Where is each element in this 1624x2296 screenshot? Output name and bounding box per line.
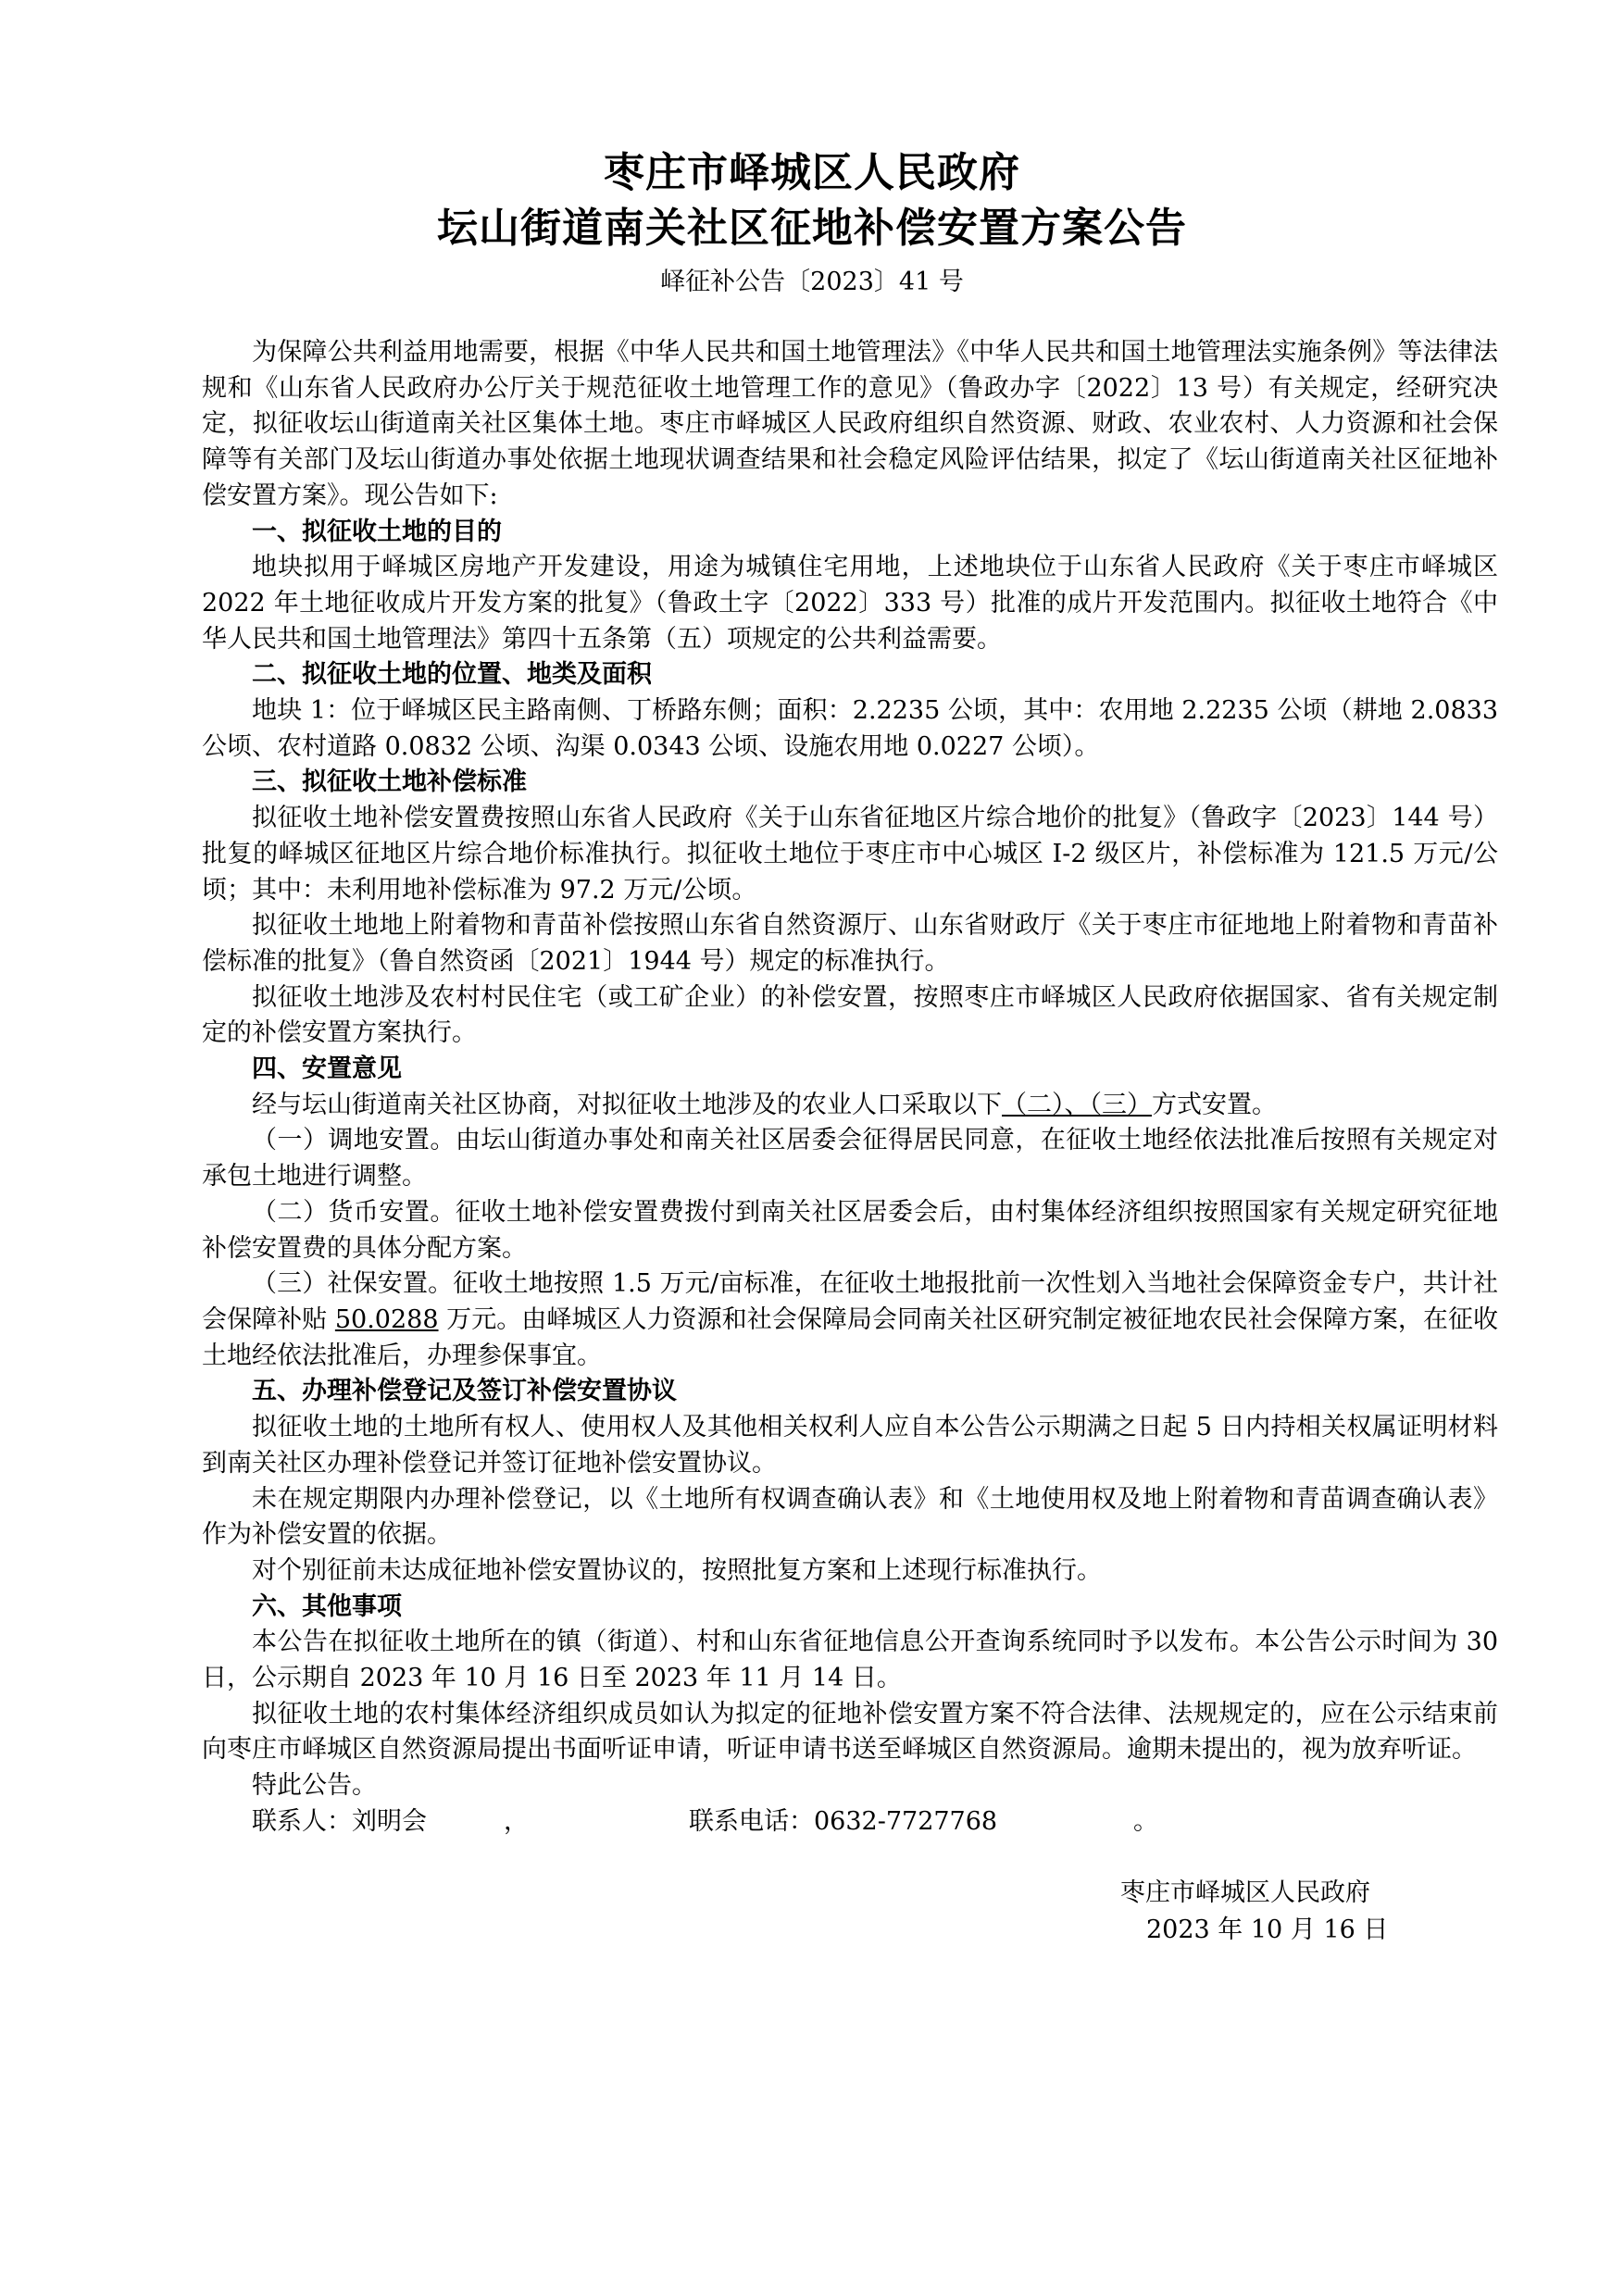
intro-paragraph: 为保障公共利益用地需要，根据《中华人民共和国土地管理法》《中华人民共和国土地管理法实施条例》等法律法规和《山东省人民政府办公厅关于规范征收土地管理工作的意见》（鲁政办字〔2022〕13 号）有关规定，经研究决定，拟征收坛山街道南关社区集体土地。枣庄市峄城区人民政府组织自然资源、财政、农业农村、人力资源和社会保障等有关部门及坛山街道办事处依据土地现状调查结果和社会稳定风险评估结果，拟定了《坛山街道南关社区征地补偿安置方案》。现公告如下: [202, 338, 1498, 510]
section-4-paragraph-2: （一）调地安置。由坛山街道办事处和南关社区居委会征得居民同意，在征收土地经依法批准后按照有关规定对承包土地进行调整。 [202, 1126, 1498, 1192]
section-heading-5: 五、办理补偿登记及签订补偿安置协议 [252, 1377, 677, 1406]
contact-end-mark: 。 [1133, 1806, 1158, 1836]
section-6-paragraph-2: 拟征收土地的农村集体经济组织成员如认为拟定的征地补偿安置方案不符合法律、法规规定的，应在公示结束前向枣庄市峄城区自然资源局提出书面听证申请，听证申请书送至峄城区自然资源局。逾期未提出的，视为放弃听证。 [202, 1699, 1498, 1765]
section-4-paragraph-4 [202, 1267, 1498, 1374]
contact-separator: ， [504, 1806, 529, 1836]
s4-p1-text-a: 经与坛山街道南关社区协商，对拟征收土地涉及的农业人口采取以下 [252, 1090, 1002, 1119]
s4-p4-text-b: 万元。由峄城区人力资源和社会保障局会同南关社区研究制定被征地农民社会保障方案，在征收土地经依法批准后，办理参保事宜。 [202, 1304, 1498, 1370]
section-5-paragraph-1: 拟征收土地的土地所有权人、使用权人及其他相关权利人应自本公告公示期满之日起 5 日内持相关权属证明材料到南关社区办理补偿登记并签订征地补偿安置协议。 [202, 1413, 1498, 1478]
section-5-paragraph-2: 未在规定期限内办理补偿登记，以《土地所有权调查确认表》和《土地使用权及地上附着物和青苗调查确认表》作为补偿安置的依据。 [202, 1484, 1498, 1550]
s4-p1-text-b: 方式安置。 [1152, 1090, 1277, 1119]
section-1-paragraph: 地块拟用于峄城区房地产开发建设，用途为城镇住宅用地，上述地块位于山东省人民政府《关于枣庄市峄城区 2022 年土地征收成片开发方案的批复》（鲁政土字〔2022〕333 号）批准的成片开发范围内。拟征收土地符合《中华人民共和国土地管理法》第四十五条第（五）项规定的公共利益需要。 [202, 553, 1498, 654]
signature-org: 枣庄市峄城区人民政府 [1120, 1878, 1370, 1907]
title-line-1: 枣庄市峄城区人民政府 [604, 149, 1020, 196]
section-heading-2: 二、拟征收土地的位置、地类及面积 [252, 660, 652, 690]
section-2-paragraph: 地块 1：位于峄城区民主路南侧、丁桥路东侧；面积：2.2235 公顷，其中：农用地 2.2235 公顷（耕地 2.0833 公顷、农村道路 0.0832 公顷、沟渠 0.0343 公顷、设施农用地 0.0227 公顷）。 [202, 696, 1498, 761]
section-3-paragraph-3: 拟征收土地涉及农村村民住宅（或工矿企业）的补偿安置，按照枣庄市峄城区人民政府依据国家、省有关规定制定的补偿安置方案执行。 [202, 982, 1498, 1048]
document-body [202, 335, 1498, 1841]
contact-person: 联系人：刘明会 [252, 1806, 427, 1836]
section-heading-3: 三、拟征收土地补偿标准 [252, 767, 527, 797]
section-heading-4: 四、安置意见 [252, 1054, 402, 1084]
contact-line [202, 1804, 1498, 1841]
section-3-paragraph-2: 拟征收土地地上附着物和青苗补偿按照山东省自然资源厅、山东省财政厅《关于枣庄市征地地上附着物和青苗补偿标准的批复》（鲁自然资函〔2021〕1944 号）规定的标准执行。 [202, 911, 1498, 976]
section-heading-1: 一、拟征收土地的目的 [252, 517, 502, 546]
s4-p4-underlined-amount: 50.0288 [334, 1304, 439, 1334]
section-3-paragraph-1: 拟征收土地补偿安置费按照山东省人民政府《关于山东省征地区片综合地价的批复》（鲁政字〔2023〕144 号）批复的峄城区征地区片综合地价标准执行。拟征收土地位于枣庄市中心城区 I-2 级区片，补偿标准为 121.5 万元/公顷；其中：未利用地补偿标准为 97.2 万元/公顷。 [202, 804, 1498, 905]
section-6-paragraph-1: 本公告在拟征收土地所在的镇（街道）、村和山东省征地信息公开查询系统同时予以发布。本公告公示时间为 30 日，公示期自 2023 年 10 月 16 日至 2023 年 11 月 14 日。 [202, 1628, 1498, 1693]
section-4-paragraph-3: （二）货币安置。征收土地补偿安置费拨付到南关社区居委会后，由村集体经济组织按照国家有关规定研究征地补偿安置费的具体分配方案。 [202, 1197, 1498, 1263]
section-5-paragraph-3: 对个别征前未达成征地补偿安置协议的，按照批复方案和上述现行标准执行。 [252, 1555, 1102, 1585]
signature-date: 2023 年 10 月 16 日 [1146, 1915, 1389, 1944]
signature-block [1120, 1875, 1454, 1949]
title-line-2: 坛山街道南关社区征地补偿安置方案公告 [437, 205, 1187, 252]
s4-p1-underlined-methods: （二）、（三） [1002, 1090, 1152, 1119]
section-heading-6: 六、其他事项 [252, 1591, 402, 1621]
s4-p4-text-a: （三）社保安置。征收土地按照 1.5 万元/亩标准，在征收土地报批前一次性划入当地社会保障资金专户，共计社会保障补贴 [202, 1269, 1498, 1334]
closing-notice: 特此公告。 [252, 1771, 377, 1801]
contact-phone: 联系电话：0632-7727768 [689, 1806, 998, 1836]
section-4-paragraph-1 [202, 1088, 1498, 1124]
doc-number: 峄征补公告〔2023〕41 号 [660, 268, 964, 296]
